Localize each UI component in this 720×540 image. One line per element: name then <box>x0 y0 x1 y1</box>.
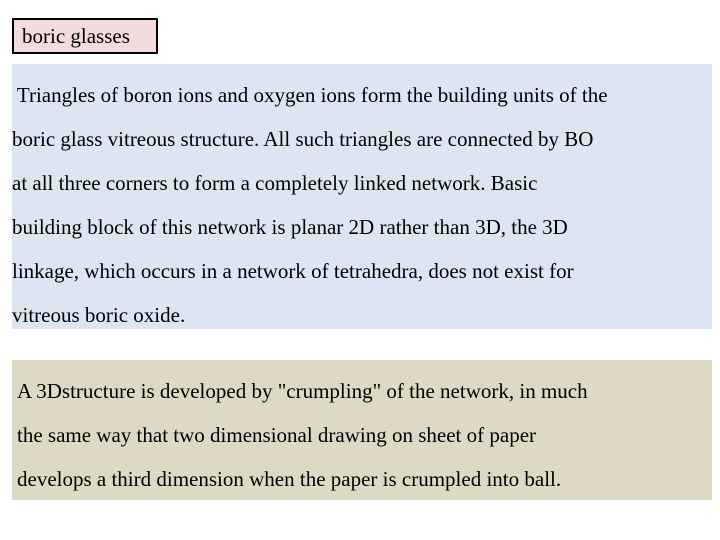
text-line: Triangles of boron ions and oxygen ions form the building units of the <box>12 83 608 107</box>
boric-structure-text-box <box>12 64 712 329</box>
text-line: the same way that two dimensional drawing on sheet of paper <box>17 423 537 447</box>
slide-title: boric glasses <box>12 18 158 54</box>
text-line: at all three corners to form a completely linked network. Basic <box>12 171 538 195</box>
text-line: boric glass vitreous structure. All such triangles are connected by BO <box>12 127 594 151</box>
text-line: building block of this network is planar 2D rather than 3D, the 3D <box>12 215 568 239</box>
text-line: linkage, which occurs in a network of tetrahedra, does not exist for <box>12 259 574 283</box>
text-line: A 3Dstructure is developed by "crumpling" of the network, in much <box>17 379 588 403</box>
crumpling-text-box <box>12 360 712 500</box>
text-line: develops a third dimension when the paper is crumpled into ball. <box>17 467 562 491</box>
text-line: vitreous boric oxide. <box>12 303 186 327</box>
